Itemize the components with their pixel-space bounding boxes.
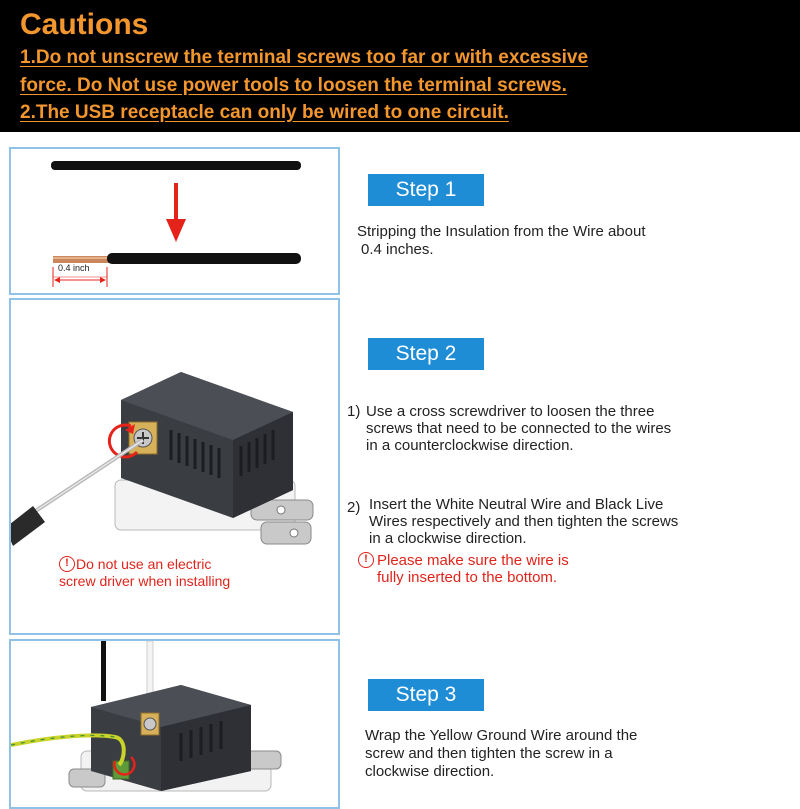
- step2-item1-line2: screws that need to be connected to the wires: [366, 420, 672, 437]
- step3-text-line1: Wrap the Yellow Ground Wire around the: [365, 727, 638, 744]
- step2-illustration-panel: [9, 298, 340, 635]
- step1-badge: Step 1: [368, 174, 484, 206]
- image-warning-line2: screw driver when installing: [59, 573, 231, 589]
- step2-item2-line2: Wires respectively and then tighten the screws: [369, 513, 679, 530]
- step3-badge: Step 3: [368, 679, 484, 711]
- screwdriver-handle: [11, 506, 45, 546]
- measure-label: 0.4 inch: [58, 263, 90, 273]
- warning-icon: !: [59, 556, 75, 572]
- caution-line-2: force. Do Not use power tools to loosen the terminal screws.: [20, 75, 567, 96]
- caution-line-1: 1.Do not unscrew the terminal screws too far or with excessive: [20, 47, 589, 68]
- wire-stripping-diagram: [11, 149, 340, 295]
- down-arrow-icon: [166, 219, 186, 242]
- warning-icon: !: [358, 552, 374, 568]
- cautions-title: Cautions: [20, 8, 149, 41]
- image-warning-line1: Do not use an electric: [76, 556, 212, 572]
- insulated-wire-stripped: [107, 253, 301, 264]
- step2-badge: Step 2: [368, 338, 484, 370]
- insulated-wire: [51, 161, 301, 170]
- step2-warning-line2: fully inserted to the bottom.: [377, 569, 558, 586]
- step2-item2-line1: Insert the White Neutral Wire and Black Live: [369, 496, 664, 513]
- step2-item1-line1: Use a cross screwdriver to loosen the three: [366, 403, 655, 420]
- step2-item2-line3: in a clockwise direction.: [369, 530, 527, 547]
- cautions-banner: [0, 0, 800, 132]
- step2-item1-number: 1): [347, 403, 361, 420]
- step1-text-line2: 0.4 inches.: [361, 241, 434, 258]
- ground-wire-diagram: [11, 641, 340, 809]
- step2-item1-line3: in a counterclockwise direction.: [366, 437, 574, 454]
- step3-illustration-panel: [9, 639, 340, 809]
- black-live-wire: [101, 641, 106, 701]
- step1-text-line1: Stripping the Insulation from the Wire about: [357, 223, 646, 240]
- step2-warning-line1: Please make sure the wire is: [377, 552, 569, 569]
- white-neutral-wire: [147, 641, 153, 701]
- caution-line-3: 2.The USB receptacle can only be wired to one circuit.: [20, 102, 509, 123]
- down-arrow-shaft: [174, 183, 178, 225]
- step3-text-line3: clockwise direction.: [365, 763, 495, 780]
- step3-text-line2: screw and then tighten the screw in a: [365, 745, 613, 762]
- step2-item2-number: 2): [347, 499, 361, 516]
- step1-illustration-panel: [9, 147, 340, 295]
